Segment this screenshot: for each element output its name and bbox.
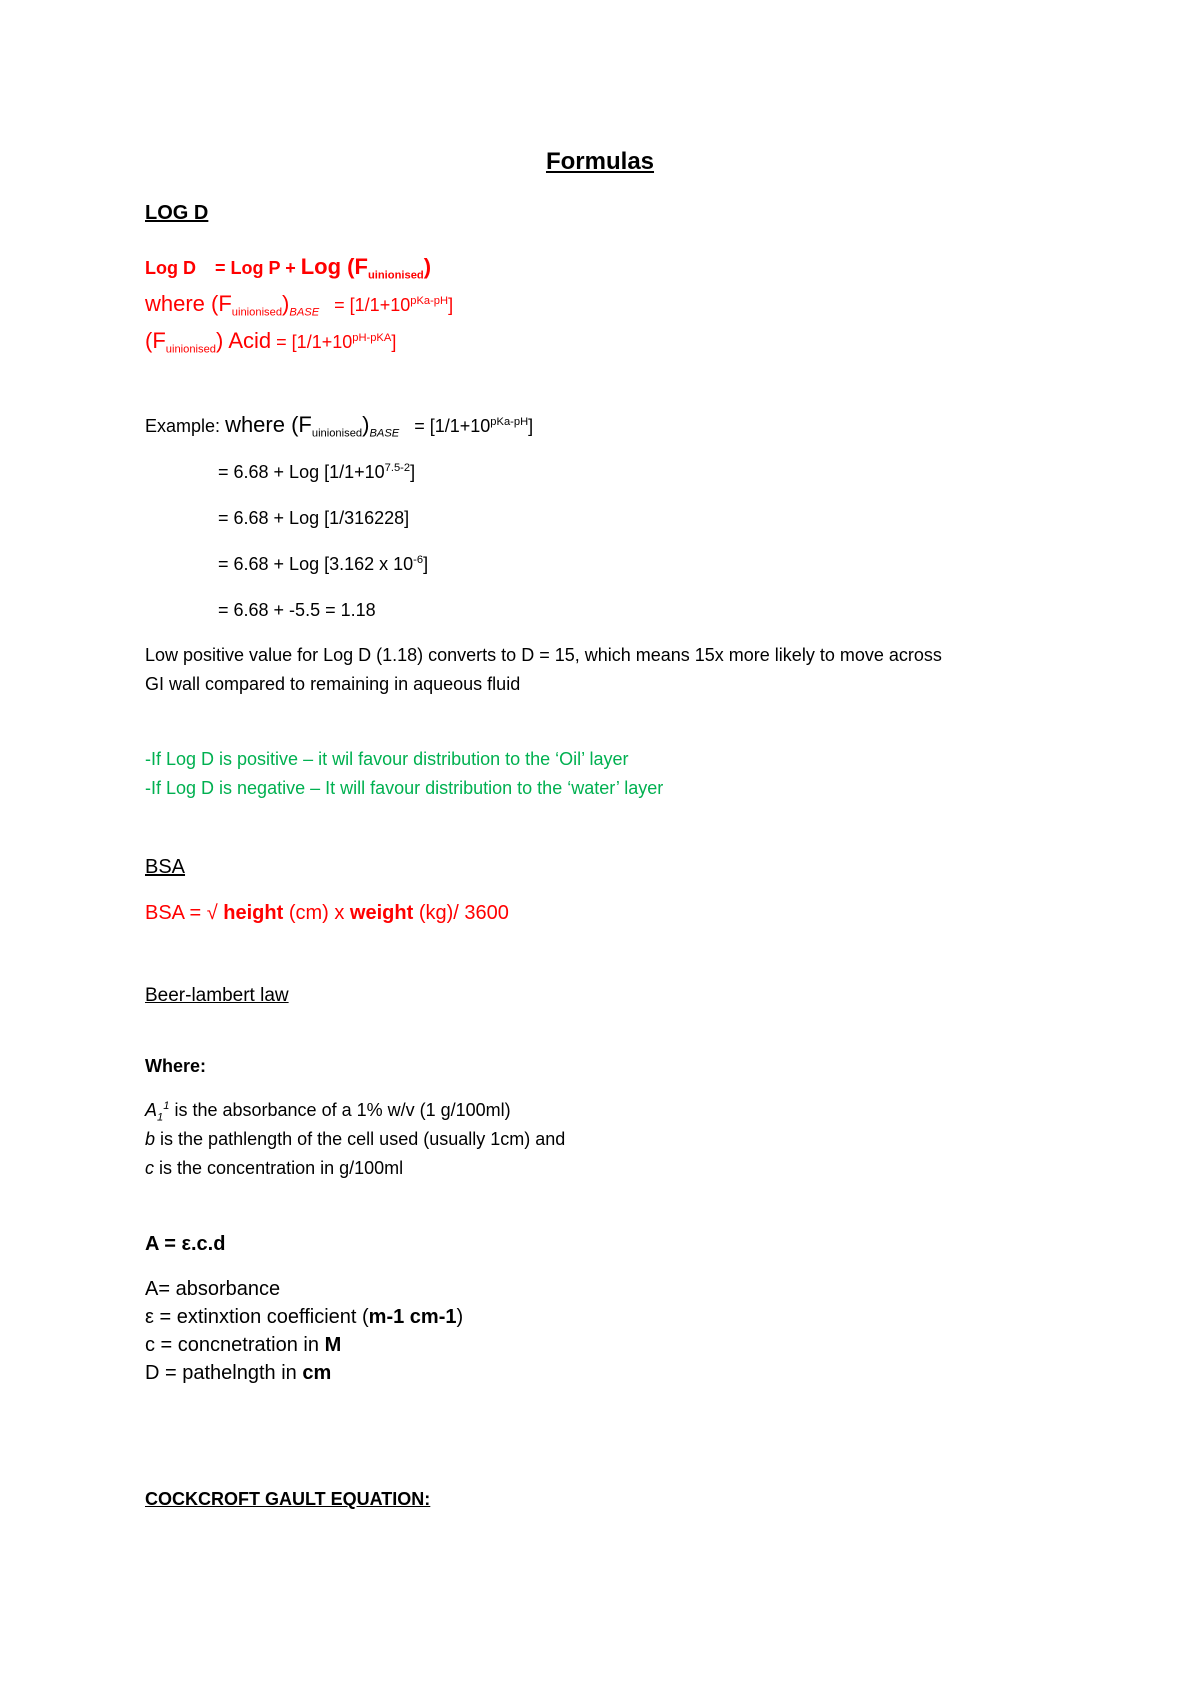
where-label: Where: — [145, 1056, 207, 1076]
var-pathlength-unit: cm — [302, 1362, 332, 1384]
var-absorbance — [145, 1278, 280, 1301]
acid-formula-sub: uinionised — [165, 343, 217, 356]
logd-formula-a: Log D — [145, 258, 196, 278]
calc-step-4 — [218, 600, 376, 621]
logd-formula-d: ) — [423, 254, 432, 279]
var-extinction-unit: m-1 cm-1 — [368, 1306, 457, 1328]
example-d: ] — [528, 416, 534, 436]
symbol-a-sub: 1 — [157, 1111, 164, 1124]
var-extinction — [145, 1306, 463, 1329]
var-concentration-unit: M — [324, 1334, 342, 1356]
symbol-b: b — [145, 1129, 156, 1149]
calc-step-1 — [218, 462, 415, 483]
positive-note: -If Log D is positive – it wil favour distribution to the ‘Oil’ layer — [145, 749, 629, 769]
bsa-formula-3: (cm) x — [288, 902, 345, 924]
logd-formula-c: Log (F — [300, 254, 368, 279]
logd-heading: LOG D — [145, 202, 209, 224]
acid-formula-c: Acid — [228, 328, 272, 353]
calc-step-3-post: ] — [423, 554, 429, 574]
calc-step-2 — [218, 508, 409, 529]
var-concentration-pre: c = concnetration in — [145, 1334, 325, 1356]
acid-formula-b: ) — [216, 328, 224, 353]
definition-absorbance — [145, 1100, 511, 1124]
definition-pathlength — [145, 1129, 565, 1150]
var-extinction-pre: ε = extinxtion coefficient ( — [145, 1306, 369, 1328]
calc-step-3 — [218, 554, 428, 575]
cockcroft-heading: COCKCROFT GAULT EQUATION: — [145, 1489, 431, 1509]
calc-step-1-post: ] — [410, 462, 416, 482]
var-extinction-post: ) — [456, 1306, 464, 1328]
calc-step-3-sup: -6 — [413, 554, 424, 566]
base-formula-c: = [1/1+10 — [334, 295, 411, 315]
example-sub2: BASE — [369, 427, 400, 440]
base-formula-a: where (F — [145, 291, 232, 316]
var-concentration — [145, 1334, 341, 1357]
calc-step-2-pre: = 6.68 + Log [1/316228] — [218, 508, 410, 528]
example-sup: pKa-pH — [490, 416, 529, 428]
var-absorbance-text: A= absorbance — [145, 1278, 281, 1300]
symbol-c: c — [145, 1158, 154, 1178]
base-formula-sup: pKa-pH — [410, 295, 449, 307]
definition-pathlength-text: is the pathlength of the cell used (usually 1cm) and — [160, 1129, 566, 1149]
symbol-a-sup: 1 — [163, 1100, 170, 1112]
base-formula-sub: uinionised — [231, 306, 283, 319]
bsa-height: height — [223, 902, 284, 924]
acid-formula-sup: pH-pKA — [352, 332, 392, 344]
bsa-formula-1: BSA = √ — [145, 902, 218, 924]
logd-formula-sub: uinionised — [367, 269, 424, 282]
logd-formula — [145, 254, 431, 280]
beer-equation: A = ε.c.d — [145, 1233, 226, 1255]
explanation-line-2: GI wall compared to remaining in aqueous fluid — [145, 674, 521, 694]
calc-step-4-pre: = 6.68 + -5.5 = 1.18 — [218, 600, 376, 620]
definition-absorbance-symbol — [145, 1100, 170, 1124]
calc-step-3-pre: = 6.68 + Log [3.162 x 10 — [218, 554, 414, 574]
example-c: = [1/1+10 — [414, 416, 491, 436]
var-pathlength-pre: D = pathelngth in — [145, 1362, 303, 1384]
example-line — [145, 412, 533, 438]
explanation-line-1: Low positive value for Log D (1.18) converts to D = 15, which means 15x more likely to move across — [145, 645, 942, 665]
base-formula-d: ] — [448, 295, 454, 315]
calc-step-1-pre: = 6.68 + Log [1/1+10 — [218, 462, 385, 482]
example-sub: uinionised — [311, 427, 363, 440]
beer-heading: Beer-lambert law — [145, 985, 289, 1006]
definition-absorbance-text: is the absorbance of a 1% w/v (1 g/100ml) — [174, 1100, 511, 1120]
symbol-a: A — [145, 1100, 158, 1120]
example-a: where (F — [225, 412, 312, 437]
acid-formula-d: = [1/1+10 — [276, 332, 353, 352]
base-formula-sub2: BASE — [289, 306, 320, 319]
logd-formula-b: = Log P + — [215, 258, 296, 278]
definition-concentration — [145, 1158, 403, 1179]
bsa-heading: BSA — [145, 856, 186, 878]
base-formula-b: ) — [282, 291, 290, 316]
bsa-weight: weight — [349, 902, 414, 924]
example-b: ) — [362, 412, 370, 437]
acid-formula-e: ] — [391, 332, 397, 352]
example-label: Example: — [145, 416, 221, 436]
bsa-formula-5: (kg)/ 3600 — [418, 902, 509, 924]
acid-formula-a: (F — [145, 328, 166, 353]
page-title: Formulas — [545, 148, 655, 175]
base-formula — [145, 291, 453, 317]
bsa-formula — [145, 902, 509, 925]
var-pathlength — [145, 1362, 331, 1385]
negative-note: -If Log D is negative – It will favour distribution to the ‘water’ layer — [145, 778, 664, 798]
acid-formula — [145, 328, 396, 354]
definition-concentration-text: is the concentration in g/100ml — [159, 1158, 404, 1178]
calc-step-1-sup: 7.5-2 — [384, 462, 411, 474]
